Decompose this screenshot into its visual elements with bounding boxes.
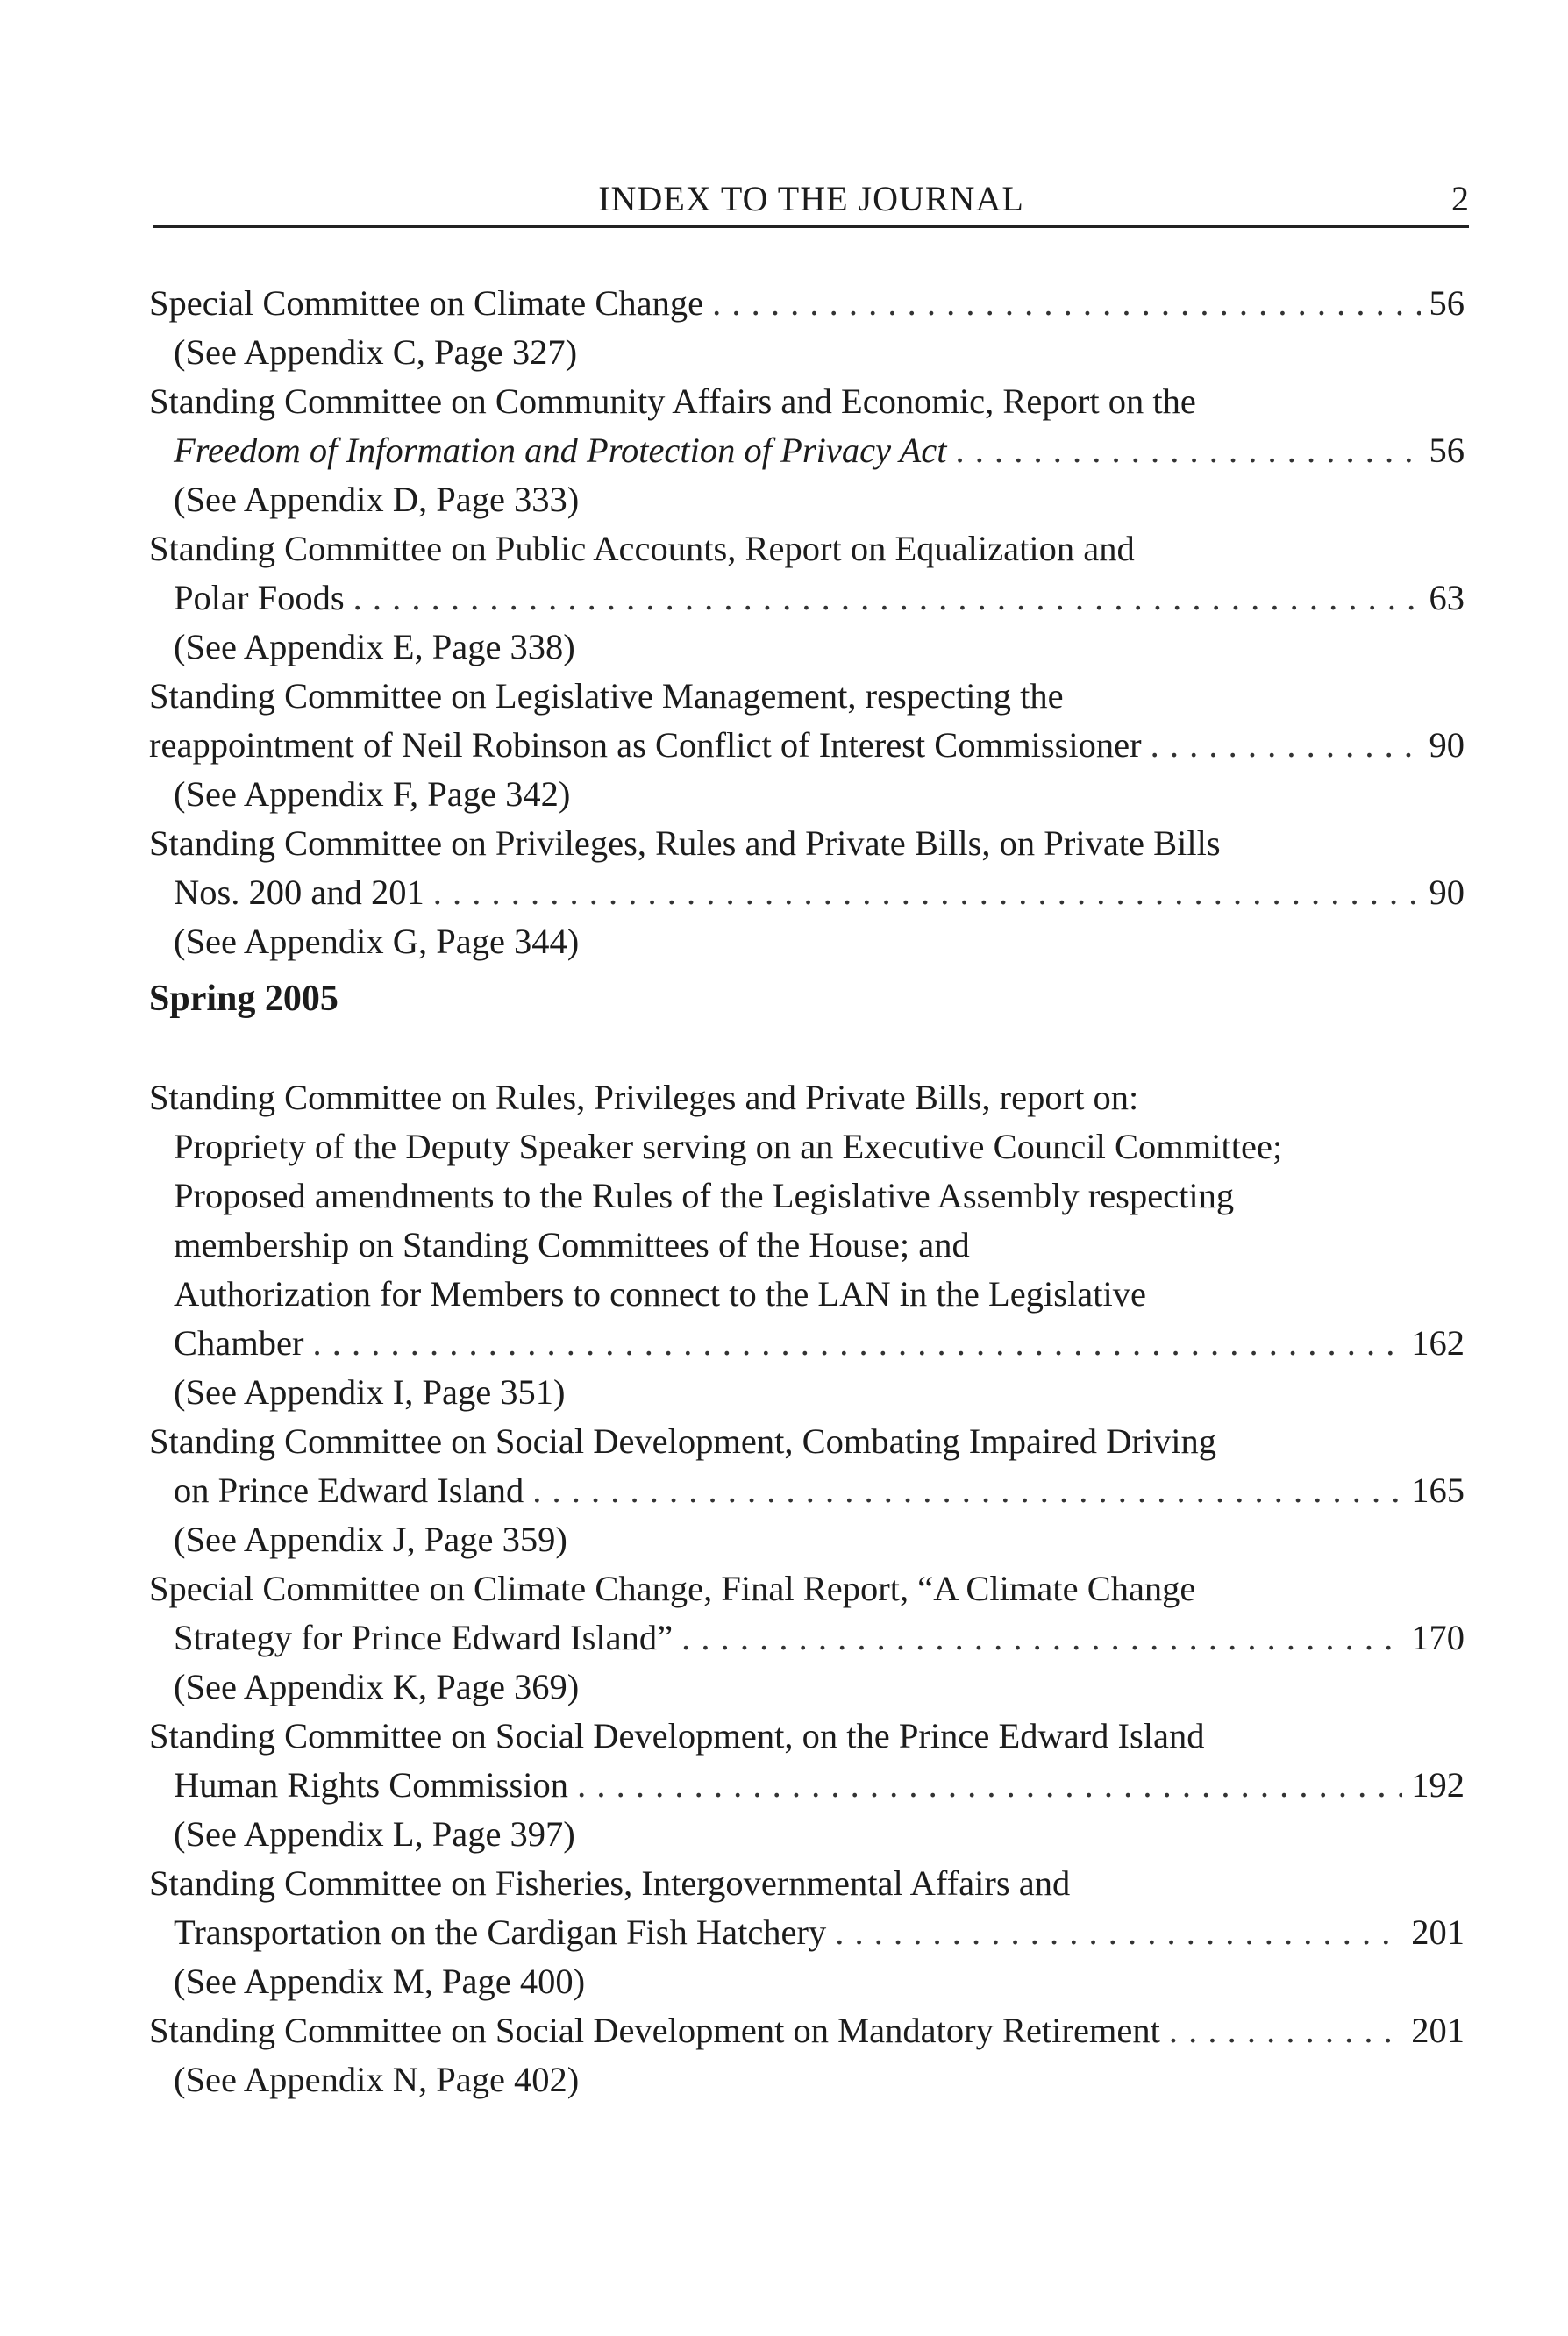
dot-leader — [681, 1613, 1402, 1663]
index-line — [149, 672, 1465, 721]
entry-text: Polar Foods — [174, 578, 345, 617]
index-line — [149, 1663, 1465, 1712]
dot-leader — [835, 1908, 1402, 1957]
index-line — [149, 721, 1465, 770]
index-line — [149, 328, 1465, 377]
index-line — [149, 426, 1465, 475]
entry-text: (See Appendix M, Page 400) — [174, 1962, 586, 2001]
index-line — [149, 770, 1465, 819]
entry-text: Standing Committee on Privileges, Rules and Private Bills, on Private Bills — [149, 823, 1221, 863]
index-line — [149, 1761, 1465, 1810]
section-heading: Spring 2005 — [149, 979, 339, 1019]
entry-text: (See Appendix C, Page 327) — [174, 332, 578, 372]
index-line — [149, 573, 1465, 623]
entry-page-number: 170 — [1411, 1618, 1465, 1657]
index-line — [149, 1368, 1465, 1417]
dot-leader — [577, 1761, 1402, 1810]
entry-text: Proposed amendments to the Rules of the Legislative Assembly respecting — [174, 1176, 1235, 1215]
entry-text: Authorization for Members to connect to the LAN in the Legislative — [174, 1274, 1146, 1314]
index-line — [149, 1859, 1465, 1908]
entry-text: (See Appendix G, Page 344) — [174, 922, 580, 961]
index-line — [149, 2055, 1465, 2105]
index-line — [149, 1908, 1465, 1957]
index-line — [149, 1270, 1465, 1319]
index-line — [149, 2006, 1465, 2055]
index-line — [149, 524, 1465, 573]
index-line — [149, 1515, 1465, 1564]
entry-text: Strategy for Prince Edward Island” — [174, 1618, 674, 1657]
header-page-number: 2 — [1451, 179, 1469, 218]
entry-text: Nos. 200 and 201 — [174, 872, 424, 912]
entry-text: on Prince Edward Island — [174, 1471, 524, 1510]
dot-leader — [433, 868, 1421, 917]
index-line — [149, 1073, 1465, 1122]
index-line — [149, 279, 1465, 328]
entry-text: Special Committee on Climate Change, Final Report, “A Climate Change — [149, 1569, 1196, 1608]
entry-page-number: 201 — [1411, 2011, 1465, 2050]
entry-text: Standing Committee on Public Accounts, Report on Equalization and — [149, 529, 1135, 568]
entry-page-number: 56 — [1429, 283, 1465, 323]
entry-text: Standing Committee on Legislative Management, respecting the — [149, 676, 1064, 716]
entry-text: (See Appendix I, Page 351) — [174, 1372, 566, 1412]
entry-text: Human Rights Commission — [174, 1765, 569, 1805]
dot-leader — [1169, 2006, 1402, 2055]
entry-text: Chamber — [174, 1323, 304, 1363]
index-line — [149, 1417, 1465, 1466]
entry-text: (See Appendix J, Page 359) — [174, 1520, 567, 1559]
index-line — [149, 1319, 1465, 1368]
dot-leader — [353, 573, 1421, 623]
entry-page-number: 90 — [1429, 872, 1465, 912]
index-line — [149, 1466, 1465, 1515]
entry-text: (See Appendix D, Page 333) — [174, 480, 580, 519]
entry-text: Standing Committee on Social Development, on the Prince Edward Island — [149, 1716, 1205, 1756]
entry-page-number: 90 — [1429, 725, 1465, 765]
index-line — [149, 868, 1465, 917]
entry-text: Special Committee on Climate Change — [149, 283, 704, 323]
index-line — [149, 1712, 1465, 1761]
dot-leader — [955, 426, 1420, 475]
entry-text: (See Appendix L, Page 397) — [174, 1814, 575, 1854]
index-line — [149, 475, 1465, 524]
entry-page-number: 201 — [1411, 1912, 1465, 1952]
page-header — [153, 171, 1469, 228]
dot-leader — [712, 279, 1420, 328]
entry-text: Standing Committee on Social Development on Mandatory Retirement — [149, 2011, 1160, 2050]
index-entries-part2 — [149, 1073, 1465, 2105]
entry-text: Freedom of Information and Protection of Privacy Act — [174, 431, 947, 470]
entry-text: (See Appendix K, Page 369) — [174, 1667, 580, 1706]
index-line — [149, 1564, 1465, 1613]
index-line — [149, 1810, 1465, 1859]
entry-page-number: 165 — [1411, 1471, 1465, 1510]
index-line — [149, 623, 1465, 672]
header-title: INDEX TO THE JOURNAL — [598, 179, 1024, 218]
entry-text: Standing Committee on Community Affairs and Economic, Report on the — [149, 381, 1196, 421]
entry-text: (See Appendix E, Page 338) — [174, 627, 575, 666]
index-line — [149, 1172, 1465, 1221]
dot-leader — [1151, 721, 1421, 770]
entry-text: Standing Committee on Social Development, Combating Impaired Driving — [149, 1421, 1217, 1461]
dot-leader — [312, 1319, 1402, 1368]
entry-page-number: 63 — [1429, 578, 1465, 617]
entry-text: (See Appendix F, Page 342) — [174, 774, 571, 814]
index-line — [149, 377, 1465, 426]
index-entries-part1 — [149, 279, 1465, 966]
entry-page-number: 192 — [1411, 1765, 1465, 1805]
index-line — [149, 1221, 1465, 1270]
entry-text: Standing Committee on Fisheries, Intergovernmental Affairs and — [149, 1863, 1071, 1903]
index-line — [149, 819, 1465, 868]
index-line — [149, 917, 1465, 966]
entry-text: Transportation on the Cardigan Fish Hatchery — [174, 1912, 827, 1952]
entry-text: Propriety of the Deputy Speaker serving on an Executive Council Committee; — [174, 1127, 1283, 1166]
entry-page-number: 56 — [1429, 431, 1465, 470]
index-line — [149, 1613, 1465, 1663]
entry-text: reappointment of Neil Robinson as Conflict of Interest Commissioner — [149, 725, 1142, 765]
index-line — [149, 1957, 1465, 2006]
index-line — [149, 1122, 1465, 1172]
entry-page-number: 162 — [1411, 1323, 1465, 1363]
entry-text: membership on Standing Committees of the House; and — [174, 1225, 970, 1264]
dot-leader — [532, 1466, 1402, 1515]
entry-text: Standing Committee on Rules, Privileges and Private Bills, report on: — [149, 1078, 1139, 1117]
entry-text: (See Appendix N, Page 402) — [174, 2060, 580, 2099]
